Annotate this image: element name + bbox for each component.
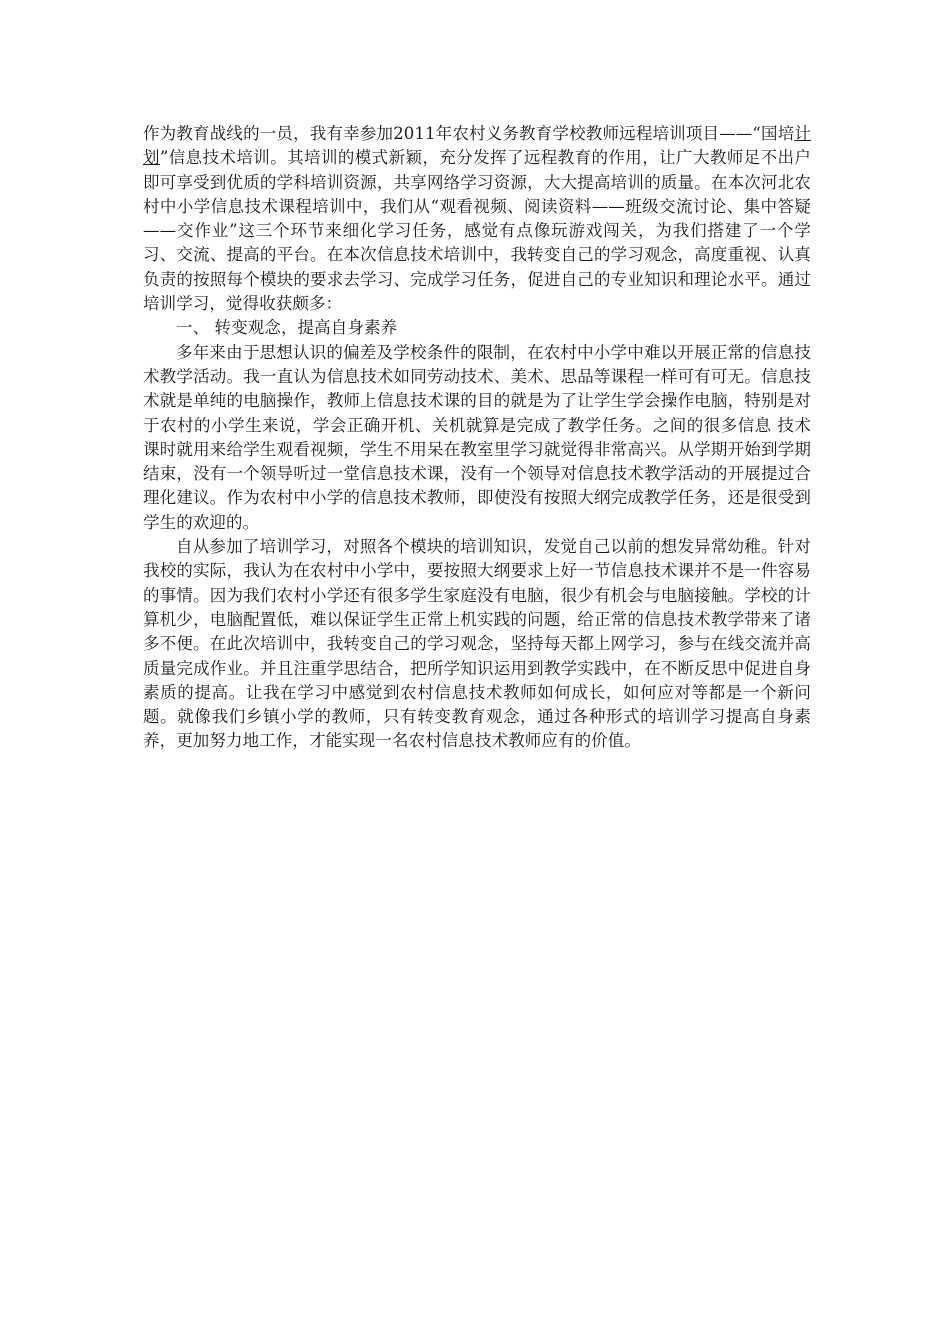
- intro-text-part1: 作为教育战线的一员，我有幸参加2011年农村义务教育学校教师远程培训项目——“国培: [143, 124, 795, 143]
- plan-link[interactable]: 计划: [143, 124, 811, 168]
- body-paragraph-3: 自从参加了培训学习，对照各个模块的培训知识，发觉自己以前的想发异常幼稚。针对我校的实际，我认为在农村中小学中，要按照大纲要求上好一节信息技术课并不是一件容易的事情。因为我们农村小学还有很多学生家庭没有电脑，很少有机会与电脑接触。学校的计算机少，电脑配置低，难以保证学生正常上机实践的问题，给正常的信息技术教学带来了诸多不便。在此次培训中，我转变自己的学习观念，坚持每天都上网学习，参与在线交流并高质量完成作业。并且注重学思结合，把所学知识运用到教学实践中，在不断反思中促进自身素质的提高。让我在学习中感觉到农村信息技术教师如何成长，如何应对等都是一个新问题。就像我们乡镇小学的教师，只有转变教育观念，通过各种形式的培训学习提高自身素养，更加努力地工作，才能实现一名农村信息技术教师应有的价值。: [143, 537, 811, 751]
- body-paragraph-2: 多年来由于思想认识的偏差及学校条件的限制，在农村中小学中难以开展正常的信息技术教学活动。我一直认为信息技术如同劳动技术、美术、思品等课程一样可有可无。信息技术就是单纯的电脑操作，教师上信息技术课的目的就是为了让学生学会操作电脑，特别是对于农村的小学生来说，学会正确开机、关机就算是完成了教学任务。之间的很多信息 技术课时就用来给学生观看视频，学生不用呆在教室里学习就觉得非常高兴。从学期开始到学期结束，没有一个领导听过一堂信息技术课，没有一个领导对信息技术教学活动的开展提过合理化建议。作为农村中小学的信息技术教师，即使没有按照大纲完成教学任务，还是很受到学生的欢迎的。: [143, 342, 811, 532]
- section-heading-1: 一、 转变观念，提高自身素养: [176, 318, 398, 338]
- intro-paragraph: [143, 122, 811, 316]
- intro-text-part2: ”信息技术培训。其培训的模式新颖，充分发挥了远程教育的作用，让广大教师足不出户即可享受到优质的学科培训资源，共享网络学习资源，大大提高培训的质量。在本次河北农村中小学信息技术课程培训中，我们从“观看视频、阅读资料——班级交流讨论、集中答疑——交作业”这三个环节来细化学习任务，感觉有点像玩游戏闯关，为我们搭建了一个学习、交流、提高的平台。在本次信息技术培训中，我转变自己的学习观念，高度重视、认真负责的按照每个模块的要求去学习、完成学习任务，促进自己的专业知识和理论水平。通过培训学习，觉得收获颇多：: [143, 148, 811, 314]
- document-body: [143, 122, 811, 754]
